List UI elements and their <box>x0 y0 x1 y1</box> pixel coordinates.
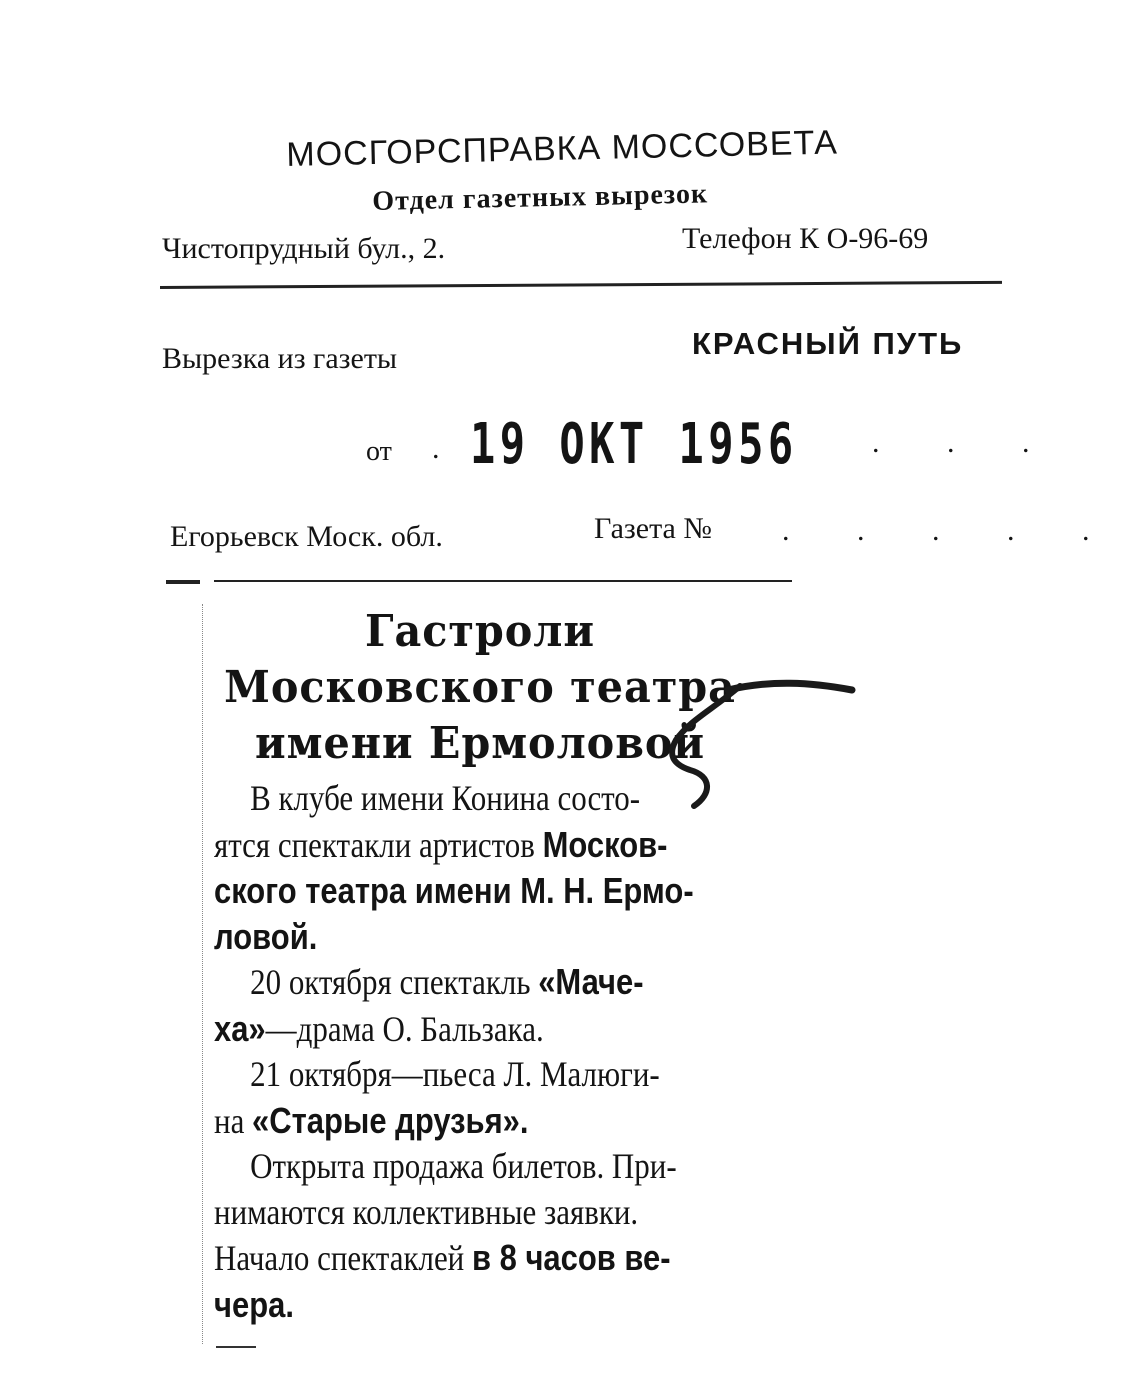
body-bold: ха» <box>214 1007 266 1049</box>
column-edge <box>202 604 203 1344</box>
body-bold: в 8 часов ве- <box>472 1237 671 1278</box>
body-line <box>214 959 718 1006</box>
body-text: —драма О. Бальзака. <box>265 1008 544 1049</box>
headline-line: Московского театра <box>224 662 736 713</box>
body-line: Открыта продажа билетов. При- <box>250 1146 677 1186</box>
body-line: В клубе имени Конина состо- <box>250 778 641 818</box>
body-text: на <box>214 1100 253 1141</box>
divider-short <box>166 580 200 584</box>
body-line <box>214 822 718 869</box>
body-line: ловой. <box>214 915 318 957</box>
body-line <box>214 1235 718 1282</box>
end-mark <box>216 1346 256 1348</box>
date-stamp: 19 ОКТ 1956 <box>470 412 798 477</box>
body-bold: «Старые друзья». <box>252 1099 529 1141</box>
department-name: Отдел газетных вырезок <box>372 178 709 217</box>
issue-label: Газета № <box>594 512 712 545</box>
body-line: чера. <box>214 1283 294 1325</box>
headline-line: Гастроли <box>364 606 596 657</box>
newspaper-name: КРАСНЫЙ ПУТЬ <box>692 326 964 361</box>
body-bold: «Маче- <box>538 961 644 1002</box>
address: Чистопрудный бул., 2. <box>162 232 446 265</box>
divider-long <box>214 580 792 582</box>
body-text: Начало спектаклей <box>214 1238 472 1278</box>
body-text: 20 октября спектакль <box>250 962 539 1002</box>
headline-line: имени Ермоловой <box>254 718 706 769</box>
issue-dots: . . . . . <box>782 514 1120 547</box>
date-label: от <box>366 436 392 467</box>
body-line <box>214 1006 718 1053</box>
body-line <box>214 1098 718 1145</box>
body-line: 21 октября—пьеса Л. Малюги- <box>250 1054 660 1094</box>
body-text: ятся спектакли артистов <box>214 824 543 865</box>
body-line: нимаются коллективные заявки. <box>214 1191 639 1232</box>
clipping-label: Вырезка из газеты <box>162 342 398 375</box>
bureau-name: МОСГОРСПРАВКА МОССОВЕТА <box>286 123 839 174</box>
city: Егорьевск Моск. обл. <box>170 520 443 553</box>
date-leader-dots: . <box>432 432 458 465</box>
body-bold: Москов- <box>542 823 668 865</box>
date-trailing-dots: . . . <box>872 426 1060 459</box>
header-divider <box>160 281 1002 289</box>
article-body <box>214 776 800 1327</box>
phone-number: Телефон К О-96-69 <box>682 222 929 255</box>
body-line: ского театра имени М. Н. Ермо- <box>214 870 694 911</box>
article-headline <box>217 604 743 772</box>
